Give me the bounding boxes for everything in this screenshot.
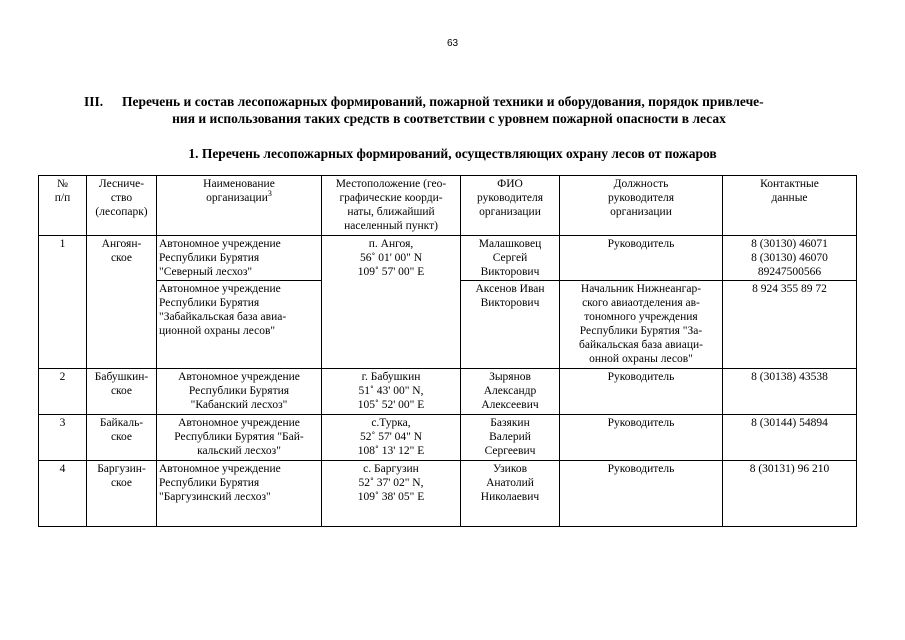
cell-contacts: 8 (30144) 54894 <box>723 415 857 461</box>
cell-head-name: Малашковец Сергей Викторович <box>461 236 560 281</box>
header-position: Должность руководителя организации <box>560 176 723 236</box>
header-organization: Наименование организации$^3$ <box>157 176 322 236</box>
header-location: Местоположение (гео- графические коорди- наты, ближайший населенный пункт) <box>322 176 461 236</box>
cell-head-name: Аксенов Иван Викторович <box>461 281 560 369</box>
header-contacts: Контактные данные <box>723 176 857 236</box>
cell-location: п. Ангоя, 56˚ 01' 00" N 109˚ 57' 00" E <box>322 236 461 369</box>
cell-organization: Автономное учреждение Республики Бурятия "Кабанский лесхоз" <box>157 369 322 415</box>
table-row <box>39 415 857 461</box>
cell-forestry: Бабушкин- ское <box>87 369 157 415</box>
section-title-line1: Перечень и состав лесопожарных формирований, пожарной техники и оборудования, порядок привлече- <box>122 94 764 109</box>
cell-position: Начальник Нижнеангар- ского авиаотделения ав- тономного учреждения Республики Бурятия "За- байкальская база авиаци- онной охраны лесов" <box>560 281 723 369</box>
header-num: № п/п <box>39 176 87 236</box>
cell-organization: Автономное учреждение Республики Бурятия "Забайкальская база авиа- ционной охраны лесов" <box>157 281 322 369</box>
table-row <box>39 461 857 527</box>
subsection-title: 1. Перечень лесопожарных формирований, осуществляющих охрану лесов от пожаров <box>188 146 717 161</box>
header-head-name: ФИО руководителя организации <box>461 176 560 236</box>
page-number: 63 <box>446 38 459 49</box>
cell-head-name: Зырянов Александр Алексеевич <box>461 369 560 415</box>
cell-position: Руководитель <box>560 369 723 415</box>
cell-num: 4 <box>39 461 87 527</box>
footnote-marker: 3 <box>267 189 272 199</box>
cell-contacts: 8 (30131) 96 210 <box>723 461 857 527</box>
section-number: III. <box>84 94 104 109</box>
cell-forestry: Байкаль- ское <box>87 415 157 461</box>
cell-num: 1 <box>39 236 87 369</box>
table-header-row <box>39 176 857 236</box>
table-row <box>39 369 857 415</box>
cell-organization: Автономное учреждение Республики Бурятия "Баргузинский лесхоз" <box>157 461 322 527</box>
cell-location: с.Турка, 52˚ 57' 04" N 108˚ 13' 12" E <box>322 415 461 461</box>
cell-head-name: Базякин Валерий Сергеевич <box>461 415 560 461</box>
cell-contacts: 8 (30130) 46071 8 (30130) 46070 89247500566 <box>723 236 857 281</box>
cell-organization: Автономное учреждение Республики Бурятия "Бай- кальский лесхоз" <box>157 415 322 461</box>
cell-num: 3 <box>39 415 87 461</box>
formations-table <box>38 175 857 527</box>
cell-head-name: Узиков Анатолий Николаевич <box>461 461 560 527</box>
cell-location: г. Бабушкин 51˚ 43' 00" N, 105˚ 52' 00" E <box>322 369 461 415</box>
cell-forestry: Ангоян- ское <box>87 236 157 369</box>
table-row <box>39 236 857 281</box>
cell-contacts: 8 (30138) 43538 <box>723 369 857 415</box>
cell-forestry: Баргузин- ское <box>87 461 157 527</box>
cell-position: Руководитель <box>560 415 723 461</box>
header-forestry: Лесниче- ство (лесопарк) <box>87 176 157 236</box>
cell-contacts: 8 924 355 89 72 <box>723 281 857 369</box>
section-title-line2: ния и использования таких средств в соответствии с уровнем пожарной опасности в лесах <box>172 111 726 126</box>
cell-num: 2 <box>39 369 87 415</box>
cell-organization: Автономное учреждение Республики Бурятия "Северный лесхоз" <box>157 236 322 281</box>
cell-position: Руководитель <box>560 461 723 527</box>
cell-position: Руководитель <box>560 236 723 281</box>
cell-location: с. Баргузин 52˚ 37' 02" N, 109˚ 38' 05" E <box>322 461 461 527</box>
